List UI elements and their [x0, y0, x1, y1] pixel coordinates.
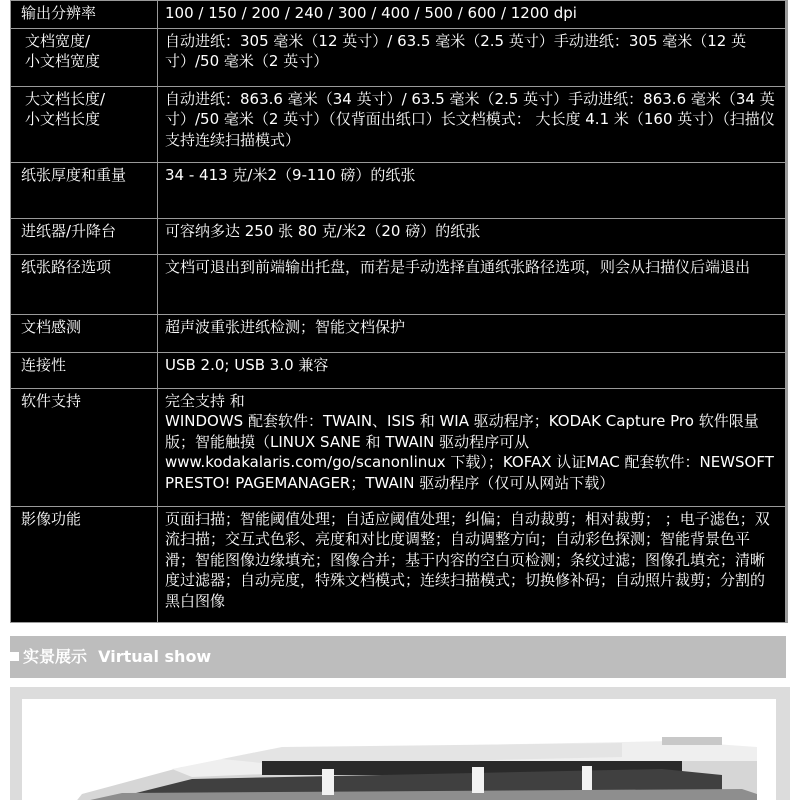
spec-label: 软件支持 — [11, 388, 158, 506]
spec-value: 文档可退出到前端输出托盘，而若是手动选择直通纸张路径选项，则会从扫描仪后端退出 — [158, 254, 786, 314]
spec-value: 自动进纸：863.6 毫米（34 英寸）/ 63.5 毫米（2.5 英寸）手动进纸：863.6 毫米（34 英寸）/50 毫米（2 英寸）（仅背面出纸口）长文档模式： 大长度 4.1 米（160 英寸）（扫描仪支持连续扫描模式） — [158, 86, 786, 162]
spec-value: 自动进纸：305 毫米（12 英寸）/ 63.5 毫米（2.5 英寸）手动进纸：305 毫米（12 英寸）/50 毫米（2 英寸） — [158, 28, 786, 86]
spec-value: 完全支持 和 WINDOWS 配套软件：TWAIN、ISIS 和 WIA 驱动程序；KODAK Capture Pro 软件限量版；智能触摸（LINUX SANE 和 TWAIN 驱动程序可从 www.kodakalaris.com/go/scanonlinux 下载）；KOFAX 认证MAC 配套软件：NEWSOFT PRESTO! PAGEMANAGER；TWAIN 驱动程序（仅可从网站下载） — [158, 388, 786, 506]
spec-value: 34 - 413 克/米2（9-110 磅）的纸张 — [158, 162, 786, 218]
photo-frame — [22, 699, 776, 800]
spec-value: 100 / 150 / 200 / 240 / 300 / 400 / 500 / 600 / 1200 dpi — [158, 1, 786, 29]
spec-row — [11, 254, 786, 314]
spec-row — [11, 162, 786, 218]
spec-row — [11, 218, 786, 254]
spec-label: 影像功能 — [11, 506, 158, 622]
spec-value: USB 2.0; USB 3.0 兼容 — [158, 352, 786, 388]
spec-row — [11, 314, 786, 352]
spec-table-container — [10, 0, 788, 623]
scanner-illustration — [22, 699, 776, 800]
spec-value: 可容纳多达 250 张 80 克/米2（20 磅）的纸张 — [158, 218, 786, 254]
spec-row — [11, 388, 786, 506]
spec-row — [11, 86, 786, 162]
spec-label: 输出分辨率 — [11, 1, 158, 29]
spec-table — [10, 0, 786, 623]
spec-label: 大文档长度/ 小文档长度 — [11, 86, 158, 162]
section-title-en: Virtual show — [98, 647, 212, 666]
spec-row — [11, 352, 786, 388]
spec-row — [11, 28, 786, 86]
square-bullet-icon — [10, 652, 19, 661]
spec-label: 文档感测 — [11, 314, 158, 352]
product-photo — [10, 687, 790, 800]
spec-label: 文档宽度/ 小文档宽度 — [11, 28, 158, 86]
spec-value: 页面扫描；智能阈值处理；自适应阈值处理；纠偏；自动裁剪；相对裁剪； ；电子滤色；双流扫描；交互式色彩、亮度和对比度调整；自动调整方向；自动彩色探测；智能背景色平滑；智能图像边缘填充；图像合并；基于内容的空白页检测；条纹过滤；图像孔填充；清晰度过滤器；自动亮度，特殊文档模式；连续扫描模式；切换修补码；自动照片裁剪；分割的黑白图像 — [158, 506, 786, 622]
spec-row — [11, 506, 786, 622]
spec-label: 进纸器/升降台 — [11, 218, 158, 254]
spec-row — [11, 1, 786, 29]
spec-label: 连接性 — [11, 352, 158, 388]
section-header — [10, 636, 786, 678]
spec-label: 纸张厚度和重量 — [11, 162, 158, 218]
section-title-cn: 实景展示 — [23, 647, 88, 666]
spec-label: 纸张路径选项 — [11, 254, 158, 314]
spec-value: 超声波重张进纸检测；智能文档保护 — [158, 314, 786, 352]
